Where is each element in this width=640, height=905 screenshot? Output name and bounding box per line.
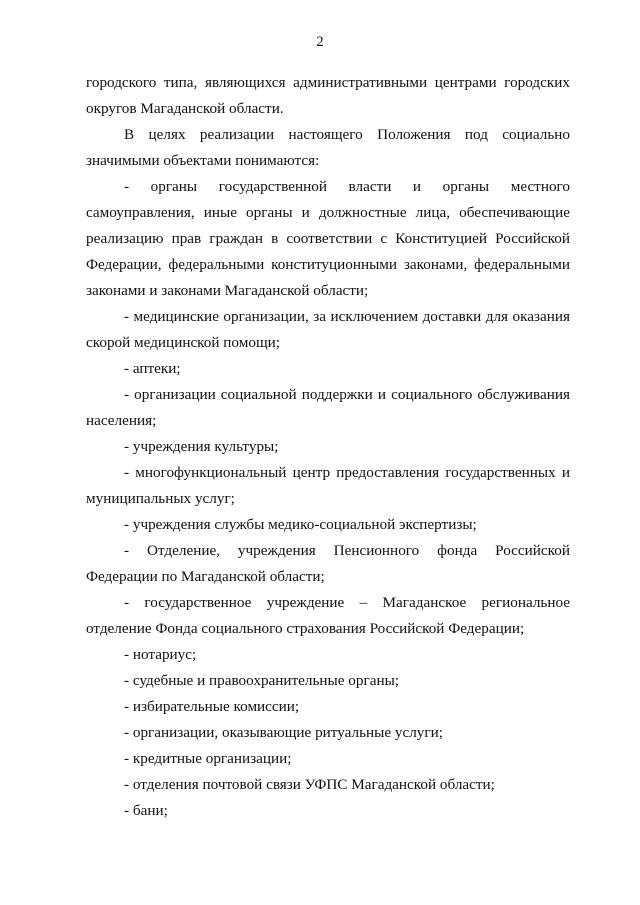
- list-item-credit-organizations: - кредитные организации;: [124, 750, 292, 767]
- list-item-post-offices: - отделения почтовой связи УФПС Магаданской области;: [124, 776, 495, 793]
- list-item-pharmacies: - аптеки;: [124, 360, 181, 377]
- list-item-social-support: - организации социальной поддержки и социального обслуживания населения;: [86, 386, 570, 429]
- list-item-medical-organizations: - медицинские организации, за исключением доставки для оказания скорой медицинской помощи;: [86, 308, 570, 351]
- list-item-election-commissions: - избирательные комиссии;: [124, 698, 300, 715]
- paragraph-1: городского типа, являющихся административными центрами городских округов Магаданской области.: [86, 74, 570, 117]
- list-item-culture: - учреждения культуры;: [124, 438, 279, 455]
- paragraph-2: В целях реализации настоящего Положения под социально значимыми объектами понимаются:: [86, 126, 570, 169]
- body-text: [86, 70, 570, 824]
- list-item-medical-expertise: - учреждения службы медико-социальной экспертизы;: [124, 516, 477, 533]
- list-item-courts: - судебные и правоохранительные органы;: [124, 672, 400, 689]
- list-item-social-insurance-fund: - государственное учреждение – Магаданское региональное отделение Фонда социального страхования Российской Федерации;: [86, 594, 570, 637]
- list-item-baths: - бани;: [124, 802, 168, 819]
- list-item-mfc: - многофункциональный центр предоставления государственных и муниципальных услуг;: [86, 464, 570, 507]
- page-number: 2: [316, 34, 324, 50]
- list-item-notary: - нотариус;: [124, 646, 197, 663]
- list-item-government-bodies: - органы государственной власти и органы местного самоуправления, иные органы и должностные лица, обеспечивающие реализацию прав граждан в соответствии с Конституцией Российской Федерации, федеральными конституционными законами, федеральными законами и законами Магаданской области;: [86, 178, 570, 299]
- list-item-pension-fund: - Отделение, учреждения Пенсионного фонда Российской Федерации по Магаданской области;: [86, 542, 570, 585]
- list-item-funeral-services: - организации, оказывающие ритуальные услуги;: [124, 724, 443, 741]
